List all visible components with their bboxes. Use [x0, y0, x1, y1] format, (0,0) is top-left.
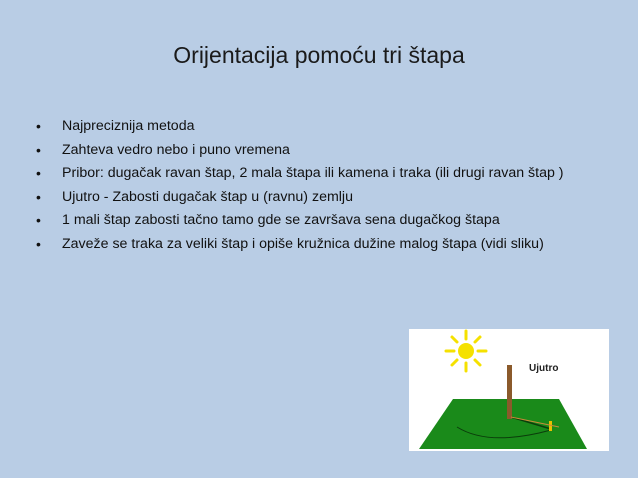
bullet-icon: •: [36, 188, 41, 205]
bullet-list: [36, 117, 616, 258]
page-title: Orijentacija pomoću tri štapa: [173, 42, 465, 68]
long-stick: [507, 365, 512, 419]
bullet-item: [36, 188, 616, 207]
figure-label: Ujutro: [529, 363, 559, 374]
bullet-icon: •: [36, 235, 41, 252]
bullet-item: [36, 211, 616, 230]
bullet-item: [36, 164, 616, 183]
bullet-text: Zaveže se traka za veliki štap i opiše kružnica dužine malog štapa (vidi sliku): [62, 235, 544, 252]
illustration-figure: [409, 329, 609, 451]
bullet-icon: •: [36, 141, 41, 158]
small-stick: [549, 421, 552, 431]
bullet-item: [36, 235, 616, 254]
ground-plane: [419, 399, 587, 449]
bullet-text: Najpreciznija metoda: [62, 118, 195, 134]
bullet-item: [36, 141, 616, 160]
bullet-text: Zahteva vedro nebo i puno vremena: [62, 141, 290, 158]
bullet-icon: •: [36, 118, 41, 134]
bullet-text: 1 mali štap zabosti tačno tamo gde se završava sena dugačkog štapa: [62, 212, 500, 228]
bullet-item: [36, 117, 616, 136]
sun-icon: [446, 331, 486, 371]
bullet-icon: •: [36, 165, 41, 181]
bullet-text: Pribor: dugačak ravan štap, 2 mala štapa ili kamena i traka (ili drugi ravan štap ): [62, 165, 564, 181]
sun-stick-illustration: [409, 329, 609, 451]
bullet-text: Ujutro - Zabosti dugačak štap u (ravnu) zemlju: [62, 188, 353, 205]
bullet-icon: •: [36, 212, 41, 228]
